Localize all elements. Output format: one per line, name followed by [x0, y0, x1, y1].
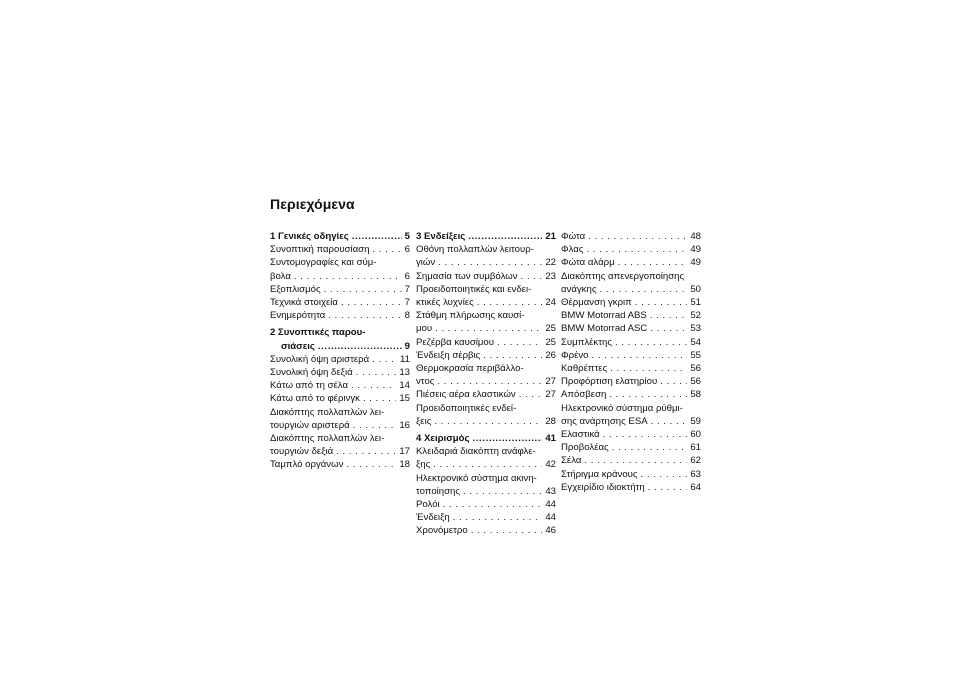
- toc-page-number: 58: [690, 389, 701, 401]
- toc-entry[interactable]: [561, 454, 701, 467]
- toc-page-number: 61: [690, 442, 701, 454]
- toc-entry-title: Προβολέας: [561, 442, 609, 454]
- toc-entry-line: Ηλεκτρονικό σύστημα ακινη-: [416, 472, 537, 484]
- toc-entry-title: Ενημερότητα: [270, 310, 326, 322]
- toc-entry-line: Προειδοποιητικές και ενδει-: [416, 283, 532, 295]
- toc-entry[interactable]: [561, 388, 701, 401]
- toc-entry-line: Συντομογραφίες και σύμ-: [270, 257, 377, 269]
- toc-page-number: 53: [690, 323, 701, 335]
- toc-page-number: 49: [690, 257, 701, 269]
- dot-leader: [294, 270, 402, 283]
- toc-entry[interactable]: [416, 349, 556, 362]
- toc-entry-line: Στάθμη πλήρωσης καυσί-: [416, 310, 525, 322]
- toc-page-number: 48: [690, 231, 701, 242]
- dot-leader: [435, 322, 542, 335]
- toc-entry-title: ξεις: [416, 415, 432, 427]
- toc-page-number: 9: [404, 340, 410, 352]
- dot-leader: [434, 415, 542, 428]
- toc-entry-title: ντος: [416, 376, 435, 388]
- dot-leader: [586, 243, 687, 256]
- dot-leader: [324, 283, 402, 296]
- toc-entry[interactable]: [416, 283, 556, 309]
- toc-entry[interactable]: [416, 336, 556, 349]
- toc-entry[interactable]: [270, 256, 410, 282]
- dot-leader: [318, 340, 402, 353]
- toc-chapter[interactable]: [416, 432, 556, 445]
- dot-leader: [588, 230, 687, 243]
- toc-page-number: 28: [545, 415, 556, 427]
- dot-leader: [615, 336, 687, 349]
- dot-leader: [353, 419, 397, 432]
- dot-leader: [648, 481, 688, 494]
- toc-entry[interactable]: [561, 296, 701, 309]
- toc-column-1: [270, 230, 410, 472]
- toc-chapter[interactable]: [270, 230, 410, 243]
- toc-page-number: 43: [545, 485, 556, 497]
- dot-leader: [468, 230, 542, 243]
- toc-entry-title: Σέλα: [561, 455, 582, 467]
- toc-entry[interactable]: [561, 270, 701, 296]
- toc-entry-title: Χρονόμετρο: [416, 525, 468, 537]
- toc-entry[interactable]: [416, 362, 556, 388]
- toc-entry[interactable]: [561, 362, 701, 375]
- dot-leader: [612, 441, 688, 454]
- toc-entry-title: Κάτω από το φέρινγκ: [270, 393, 360, 405]
- toc-entry[interactable]: [270, 309, 410, 322]
- toc-page-number: 5: [404, 231, 410, 242]
- toc-entry-title: 3 Ενδείξεις: [416, 231, 466, 242]
- toc-entry-title: Συνολική όψη αριστερά: [270, 353, 370, 365]
- toc-entry-line: Οθόνη πολλαπλών λειτουρ-: [416, 244, 534, 256]
- dot-leader: [372, 353, 397, 366]
- toc-page-number: 51: [690, 297, 701, 309]
- dot-leader: [483, 349, 542, 362]
- toc-page-number: 44: [545, 499, 556, 511]
- toc-page-number: 7: [404, 297, 410, 309]
- toc-column-3: [561, 230, 701, 494]
- dot-leader: [443, 498, 543, 511]
- toc-page-number: 41: [545, 433, 556, 445]
- toc-entry[interactable]: [561, 322, 701, 335]
- dot-leader: [599, 283, 687, 296]
- toc-entry-title: Συμπλέκτης: [561, 336, 612, 348]
- dot-leader: [641, 468, 688, 481]
- dot-leader: [473, 432, 543, 445]
- toc-entry-line: Διακόπτης πολλαπλών λει-: [270, 406, 385, 418]
- toc-entry[interactable]: [270, 406, 410, 432]
- toc-page-number: 42: [545, 459, 556, 471]
- toc-entry[interactable]: [416, 388, 556, 401]
- dot-leader: [618, 256, 688, 269]
- toc-page-number: 56: [690, 363, 701, 375]
- toc-chapter[interactable]: [270, 326, 410, 352]
- dot-leader: [651, 415, 688, 428]
- toc-entry-title: Ρεζέρβα καυσίμου: [416, 336, 495, 348]
- toc-page-number: 26: [545, 349, 556, 361]
- toc-page-number: 44: [545, 512, 556, 524]
- toc-page-number: 54: [690, 336, 701, 348]
- dot-leader: [341, 296, 402, 309]
- toc-entry-title: σης ανάρτησης ESA: [561, 415, 648, 427]
- dot-leader: [609, 388, 687, 401]
- toc-entry[interactable]: [270, 366, 410, 379]
- toc-page-number: 50: [690, 283, 701, 295]
- toc-entry[interactable]: [416, 498, 556, 511]
- toc-entry-line: Ηλεκτρονικό σύστημα ρύθμι-: [561, 402, 683, 414]
- dot-leader: [437, 375, 542, 388]
- toc-entry[interactable]: [270, 458, 410, 471]
- toc-entry-title: τοποίησης: [416, 485, 461, 497]
- toc-entry-line: Κλειδαριά διακόπτη ανάφλε-: [416, 446, 536, 458]
- toc-entry-title: Φλας: [561, 244, 584, 256]
- toc-page-number: 46: [545, 525, 556, 537]
- toc-entry-title: Στήριγμα κράνους: [561, 468, 638, 480]
- toc-page-number: 25: [545, 336, 556, 348]
- toc-entry[interactable]: [561, 243, 701, 256]
- dot-leader: [650, 309, 687, 322]
- toc-entry-title: BMW Motorrad ABS: [561, 310, 647, 322]
- toc-entry-title: βολα: [270, 270, 291, 282]
- toc-column-2: [416, 230, 556, 538]
- toc-entry-title: Απόσβεση: [561, 389, 607, 401]
- toc-entry[interactable]: [561, 256, 701, 269]
- toc-entry[interactable]: [416, 243, 556, 269]
- toc-entry[interactable]: [561, 402, 701, 428]
- toc-entry-title: Πιέσεις αέρα ελαστικών: [416, 389, 516, 401]
- dot-leader: [372, 243, 401, 256]
- toc-entry[interactable]: [270, 379, 410, 392]
- toc-page-number: 23: [545, 270, 556, 282]
- toc-entry[interactable]: [561, 441, 701, 454]
- toc-entry[interactable]: [561, 375, 701, 388]
- toc-entry-title: τουργιών αριστερά: [270, 419, 350, 431]
- toc-page-number: 7: [404, 283, 410, 295]
- toc-entry-title: Ρολόι: [416, 499, 440, 511]
- dot-leader: [463, 485, 542, 498]
- toc-page-number: 15: [399, 393, 410, 405]
- page-title: Περιεχόμενα: [270, 196, 355, 212]
- toc-entry[interactable]: [416, 270, 556, 283]
- toc-page-number: 55: [690, 349, 701, 361]
- toc-entry[interactable]: [270, 283, 410, 296]
- dot-leader: [351, 379, 396, 392]
- toc-page-number: 22: [545, 257, 556, 269]
- toc-entry-title: τουργιών δεξιά: [270, 446, 334, 458]
- toc-entry-line: Προειδοποιητικές ενδεί-: [416, 402, 517, 414]
- toc-entry[interactable]: [561, 481, 701, 494]
- toc-entry-title: Θέρμανση γκριπ: [561, 297, 632, 309]
- toc-page-number: 13: [399, 367, 410, 379]
- toc-entry-title: 1 Γενικές οδηγίες: [270, 231, 349, 242]
- toc-page-number: 56: [690, 376, 701, 388]
- toc-entry-title: Συνολική όψη δεξιά: [270, 367, 353, 379]
- toc-page-number: 59: [690, 415, 701, 427]
- toc-entry[interactable]: [561, 349, 701, 362]
- dot-leader: [610, 362, 687, 375]
- toc-entry-title: κτικές λυχνίες: [416, 297, 474, 309]
- dot-leader: [660, 375, 687, 388]
- toc-page-number: 6: [404, 244, 410, 256]
- toc-page-number: 21: [545, 231, 556, 242]
- toc-entry-title: γιών: [416, 257, 436, 269]
- toc-entry-title: Καθρέπτες: [561, 363, 608, 375]
- toc-page-number: 11: [400, 353, 410, 365]
- toc-entry-title: Φώτα: [561, 231, 586, 242]
- toc-page-number: 27: [545, 376, 556, 388]
- dot-leader: [592, 349, 688, 362]
- toc-entry[interactable]: [561, 309, 701, 322]
- toc-page-number: 63: [690, 468, 701, 480]
- toc-entry[interactable]: [270, 296, 410, 309]
- toc-page-number: 14: [399, 380, 410, 392]
- toc-page-number: 27: [545, 389, 556, 401]
- toc-entry[interactable]: [416, 402, 556, 428]
- toc-page-number: 62: [690, 455, 701, 467]
- toc-entry-title: Ελαστικά: [561, 429, 600, 441]
- toc-entry-title: 4 Χειρισμός: [416, 433, 470, 445]
- toc-entry-title: Εξοπλισμός: [270, 283, 321, 295]
- toc-entry[interactable]: [270, 243, 410, 256]
- toc-page-number: 60: [690, 429, 701, 441]
- toc-entry-line: Θερμοκρασία περιβάλλο-: [416, 363, 524, 375]
- toc-entry-title: ξης: [416, 459, 431, 471]
- dot-leader: [477, 296, 543, 309]
- toc-entry[interactable]: [416, 524, 556, 537]
- toc-entry[interactable]: [270, 392, 410, 405]
- toc-entry[interactable]: [561, 468, 701, 481]
- toc-entry-line: 2 Συνοπτικές παρου-: [270, 327, 366, 339]
- toc-entry[interactable]: [561, 230, 701, 243]
- toc-page-number: 64: [690, 481, 701, 493]
- toc-chapter[interactable]: [416, 230, 556, 243]
- dot-leader: [584, 454, 687, 467]
- toc-page-number: 25: [545, 323, 556, 335]
- toc-entry-title: σιάσεις: [281, 340, 315, 352]
- toc-entry-title: BMW Motorrad ASC: [561, 323, 648, 335]
- toc-entry-title: Φρένο: [561, 349, 589, 361]
- toc-entry-line: Διακόπτης απενεργοποίησης: [561, 270, 685, 282]
- toc-entry[interactable]: [416, 309, 556, 335]
- dot-leader: [433, 458, 542, 471]
- toc-page-number: 52: [690, 310, 701, 322]
- toc-entry-title: Φώτα αλάρμ: [561, 257, 615, 269]
- toc-page-number: 49: [690, 244, 701, 256]
- toc-entry[interactable]: [416, 445, 556, 471]
- dot-leader: [363, 392, 396, 405]
- toc-entry[interactable]: [561, 428, 701, 441]
- dot-leader: [519, 388, 543, 401]
- toc-entry-title: Κάτω από τη σέλα: [270, 380, 348, 392]
- dot-leader: [346, 458, 396, 471]
- dot-leader: [356, 366, 397, 379]
- toc-entry[interactable]: [561, 336, 701, 349]
- toc-entry-title: ανάγκης: [561, 283, 597, 295]
- toc-entry-title: Ένδειξη: [416, 512, 450, 524]
- toc-page-number: 17: [399, 446, 410, 458]
- toc-page-number: 24: [545, 297, 556, 309]
- dot-leader: [328, 309, 401, 322]
- toc-entry-title: Τεχνικά στοιχεία: [270, 297, 338, 309]
- toc-page-number: 18: [399, 459, 410, 471]
- dot-leader: [650, 322, 687, 335]
- dot-leader: [352, 230, 402, 243]
- toc-entry[interactable]: [416, 511, 556, 524]
- toc-page-number: 16: [399, 419, 410, 431]
- toc-entry-line: Διακόπτης πολλαπλών λει-: [270, 433, 385, 445]
- dot-leader: [521, 270, 543, 283]
- toc-entry[interactable]: [270, 432, 410, 458]
- toc-entry-title: Ένδειξη σέρβις: [416, 349, 481, 361]
- dot-leader: [635, 296, 688, 309]
- dot-leader: [453, 511, 543, 524]
- toc-entry-title: Σημασία των συμβόλων: [416, 270, 518, 282]
- toc-entry[interactable]: [270, 353, 410, 366]
- toc-entry-title: Προφόρτιση ελατηρίου: [561, 376, 658, 388]
- dot-leader: [497, 336, 542, 349]
- dot-leader: [438, 256, 542, 269]
- dot-leader: [336, 445, 396, 458]
- toc-entry-title: Ταμπλό οργάνων: [270, 459, 344, 471]
- toc-entry-title: μου: [416, 323, 433, 335]
- dot-leader: [603, 428, 688, 441]
- toc-entry-title: Εγχειρίδιο ιδιοκτήτη: [561, 481, 645, 493]
- toc-entry-title: Συνοπτική παρουσίαση: [270, 244, 370, 256]
- toc-entry[interactable]: [416, 472, 556, 498]
- dot-leader: [471, 524, 543, 537]
- toc-page-number: 6: [404, 270, 410, 282]
- toc-page-number: 8: [404, 310, 410, 322]
